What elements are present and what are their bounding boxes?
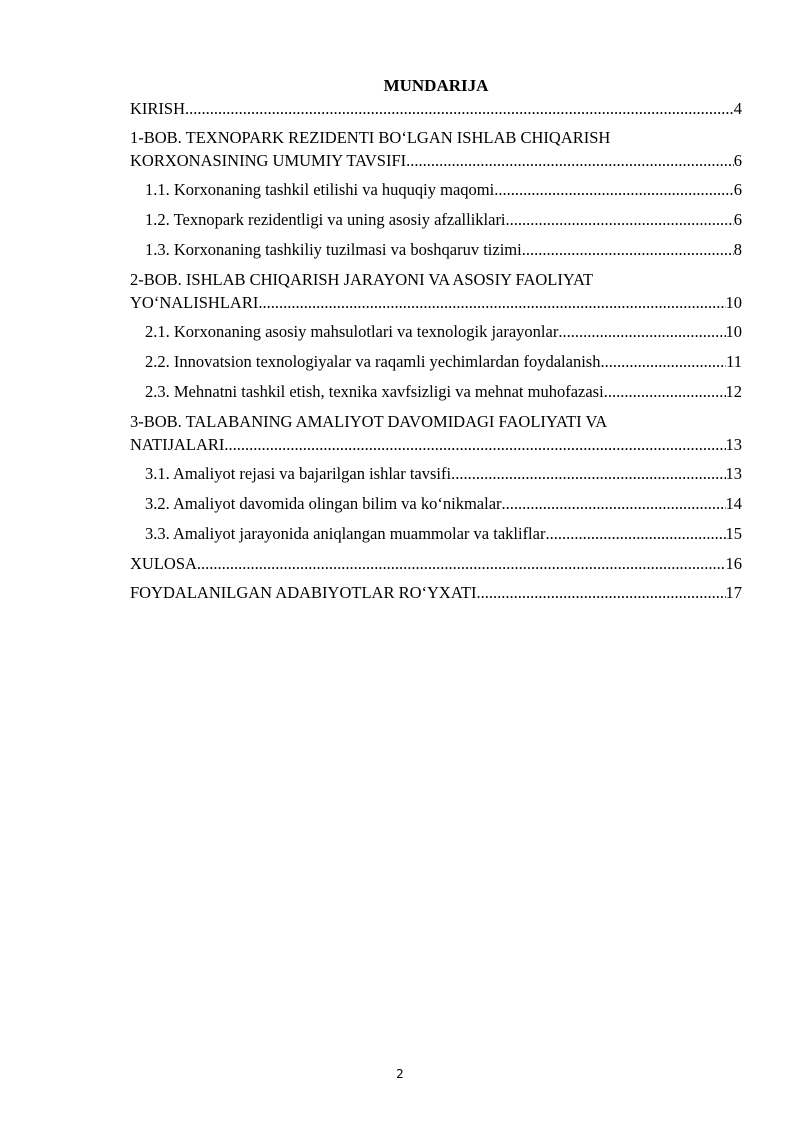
dot-leader bbox=[506, 208, 734, 232]
toc-entry-section-1-2[interactable] bbox=[130, 208, 742, 232]
toc-entry-page: 11 bbox=[726, 352, 742, 371]
dot-leader bbox=[494, 178, 734, 202]
dot-leader bbox=[502, 492, 726, 516]
dot-leader bbox=[406, 149, 734, 172]
toc-entry-label: KIRISH bbox=[130, 99, 186, 118]
page-title: MUNDARIJA bbox=[383, 76, 489, 95]
dot-leader bbox=[604, 380, 726, 404]
toc-entry-page: 17 bbox=[725, 583, 742, 602]
toc-entry-page: 16 bbox=[725, 554, 742, 573]
toc-entry-label-line1: 1-BOB. TEXNOPARK REZIDENTI BO‘LGAN ISHLAB CHIQARISH bbox=[130, 128, 611, 147]
dot-leader bbox=[224, 433, 725, 456]
toc-entry-introduction[interactable] bbox=[130, 97, 742, 120]
table-of-contents bbox=[130, 97, 742, 610]
dot-leader bbox=[451, 462, 725, 486]
toc-entry-section-3-1[interactable] bbox=[130, 462, 742, 486]
dot-leader bbox=[258, 291, 725, 314]
toc-entry-label: 2.3. Mehnatni tashkil etish, texnika xavfsizligi va mehnat muhofazasi bbox=[145, 382, 604, 401]
toc-entry-section-1-3[interactable] bbox=[130, 238, 742, 262]
dot-leader bbox=[476, 581, 725, 604]
toc-entry-label-line1: 3-BOB. TALABANING AMALIYOT DAVOMIDAGI FAOLIYATI VA bbox=[130, 412, 608, 431]
toc-entry-label: FOYDALANILGAN ADABIYOTLAR RO‘YXATI bbox=[130, 583, 477, 602]
toc-entry-label: 1.3. Korxonaning tashkiliy tuzilmasi va boshqaruv tizimi bbox=[145, 240, 522, 259]
toc-entry-references[interactable] bbox=[130, 581, 742, 604]
toc-entry-page: 6 bbox=[733, 210, 742, 229]
toc-entry-label: 1.2. Texnopark rezidentligi va uning asosiy afzalliklari bbox=[145, 210, 506, 229]
toc-entry-label-line2: KORXONASINING UMUMIY TAVSIFI bbox=[130, 151, 407, 170]
toc-entry-label: XULOSA bbox=[130, 554, 197, 573]
dot-leader bbox=[185, 97, 734, 120]
toc-entry-label-line1: 2-BOB. ISHLAB CHIQARISH JARAYONI VA ASOSIY FAOLIYAT bbox=[130, 270, 594, 289]
toc-entry-conclusion[interactable] bbox=[130, 552, 742, 575]
toc-entry-label: 1.1. Korxonaning tashkil etilishi va huquqiy maqomi bbox=[145, 180, 495, 199]
toc-entry-page: 15 bbox=[725, 524, 742, 543]
dot-leader bbox=[600, 350, 726, 374]
toc-entry-page: 6 bbox=[733, 151, 742, 170]
toc-entry-label-line2: YO‘NALISHLARI bbox=[130, 293, 259, 312]
toc-entry-section-2-1[interactable] bbox=[130, 320, 742, 344]
toc-entry-section-2-2[interactable] bbox=[130, 350, 742, 374]
page-number: 2 bbox=[396, 1067, 404, 1081]
toc-entry-chapter-2[interactable] bbox=[130, 268, 742, 314]
toc-entry-label: 3.1. Amaliyot rejasi va bajarilgan ishlar tavsifi bbox=[145, 464, 452, 483]
toc-entry-chapter-3[interactable] bbox=[130, 410, 742, 456]
toc-entry-page: 6 bbox=[733, 180, 742, 199]
dot-leader bbox=[197, 552, 726, 575]
dot-leader bbox=[522, 238, 734, 262]
toc-entry-page: 13 bbox=[725, 435, 742, 454]
toc-entry-page: 10 bbox=[725, 322, 742, 341]
toc-entry-label: 2.1. Korxonaning asosiy mahsulotlari va texnologik jarayonlar bbox=[145, 322, 559, 341]
toc-entry-label: 3.2. Amaliyot davomida olingan bilim va ko‘nikmalar bbox=[145, 494, 502, 513]
dot-leader bbox=[558, 320, 725, 344]
toc-entry-section-2-3[interactable] bbox=[130, 380, 742, 404]
dot-leader bbox=[545, 522, 725, 546]
toc-entry-page: 8 bbox=[733, 240, 742, 259]
toc-entry-chapter-1[interactable] bbox=[130, 126, 742, 172]
toc-entry-label-line2: NATIJALARI bbox=[130, 435, 225, 454]
toc-entry-page: 13 bbox=[725, 464, 742, 483]
toc-entry-section-3-3[interactable] bbox=[130, 522, 742, 546]
toc-entry-page: 14 bbox=[725, 494, 742, 513]
toc-entry-page: 10 bbox=[725, 293, 742, 312]
toc-entry-page: 4 bbox=[733, 99, 742, 118]
toc-entry-section-1-1[interactable] bbox=[130, 178, 742, 202]
toc-entry-label: 3.3. Amaliyot jarayonida aniqlangan muammolar va takliflar bbox=[145, 524, 546, 543]
toc-entry-page: 12 bbox=[725, 382, 742, 401]
toc-entry-label: 2.2. Innovatsion texnologiyalar va raqamli yechimlardan foydalanish bbox=[145, 352, 601, 371]
toc-entry-section-3-2[interactable] bbox=[130, 492, 742, 516]
